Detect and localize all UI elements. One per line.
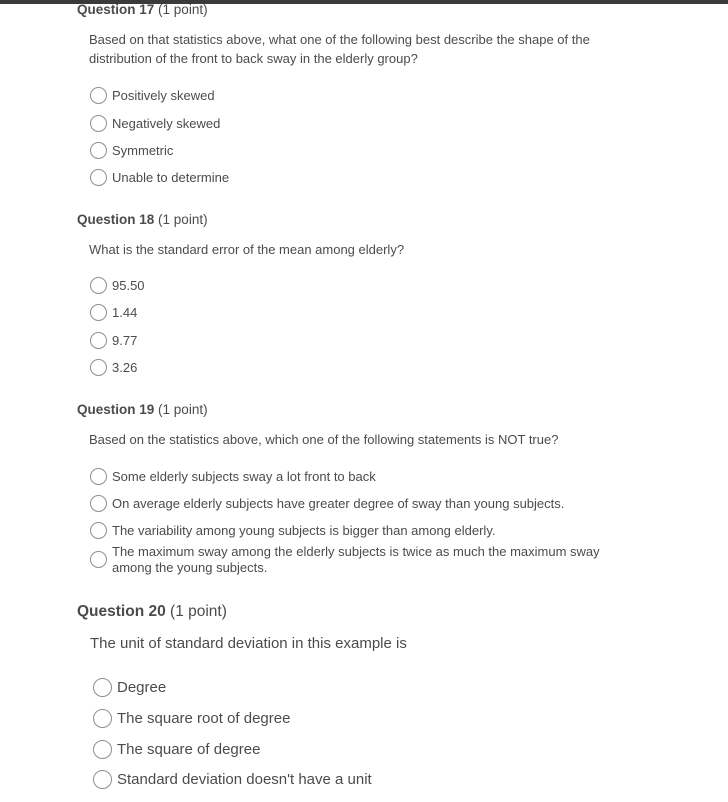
answer-option[interactable] xyxy=(93,709,290,728)
radio-button[interactable] xyxy=(90,468,107,485)
answer-label: Some elderly subjects sway a lot front to back xyxy=(112,469,376,484)
question-text: What is the standard error of the mean among elderly? xyxy=(89,242,405,257)
answer-option[interactable] xyxy=(93,678,166,697)
question-text: Based on the statistics above, which one of the following statements is NOT true? xyxy=(89,432,559,447)
question-title: Question 17 xyxy=(77,2,155,17)
question-heading xyxy=(77,603,227,621)
question-heading xyxy=(77,212,208,227)
answer-option[interactable] xyxy=(90,333,137,349)
question-text: The unit of standard deviation in this example is xyxy=(90,635,407,652)
answer-label: 1.44 xyxy=(112,305,138,320)
answer-option[interactable] xyxy=(90,360,137,376)
answer-option[interactable] xyxy=(90,523,495,539)
answer-label: The square root of degree xyxy=(117,710,291,727)
question-title: Question 20 xyxy=(77,603,166,620)
question-title: Question 18 xyxy=(77,212,155,227)
answer-option[interactable] xyxy=(90,116,220,132)
question-points: (1 point) xyxy=(158,2,208,17)
radio-button[interactable] xyxy=(90,87,107,104)
answer-label: Degree xyxy=(117,679,167,696)
radio-button[interactable] xyxy=(90,115,107,132)
answer-option[interactable] xyxy=(90,305,137,321)
answer-label: Standard deviation doesn't have a unit xyxy=(117,771,372,788)
answer-label: Negatively skewed xyxy=(112,116,221,131)
answer-label: 9.77 xyxy=(112,333,138,348)
answer-label: Symmetric xyxy=(112,143,174,158)
answer-option[interactable] xyxy=(93,770,372,789)
answer-option[interactable] xyxy=(90,544,630,576)
answer-option[interactable] xyxy=(90,88,215,104)
answer-option[interactable] xyxy=(93,740,260,759)
radio-button[interactable] xyxy=(93,678,112,697)
answer-label: Positively skewed xyxy=(112,88,215,103)
radio-button[interactable] xyxy=(93,709,112,728)
radio-button[interactable] xyxy=(93,770,112,789)
radio-button[interactable] xyxy=(90,142,107,159)
radio-button[interactable] xyxy=(90,169,107,186)
radio-button[interactable] xyxy=(90,304,107,321)
question-points: (1 point) xyxy=(170,603,227,620)
radio-button[interactable] xyxy=(90,495,107,512)
radio-button[interactable] xyxy=(90,359,107,376)
answer-option[interactable] xyxy=(90,170,229,186)
radio-button[interactable] xyxy=(90,522,107,539)
answer-label: The variability among young subjects is bigger than among elderly. xyxy=(112,523,496,538)
answer-label: The square of degree xyxy=(117,741,261,758)
answer-option[interactable] xyxy=(90,469,376,485)
answer-label: Unable to determine xyxy=(112,170,230,185)
question-text: Based on that statistics above, what one of the following best describe the shape of the distribution of the front to back sway in the elderly group? xyxy=(89,32,590,66)
radio-button[interactable] xyxy=(90,277,107,294)
radio-button[interactable] xyxy=(90,551,107,568)
answer-option[interactable] xyxy=(90,496,564,512)
question-points: (1 point) xyxy=(158,402,208,417)
answer-option[interactable] xyxy=(90,278,145,294)
answer-label: The maximum sway among the elderly subjects is twice as much the maximum sway among the young subjects. xyxy=(112,544,600,575)
radio-button[interactable] xyxy=(93,740,112,759)
answer-option[interactable] xyxy=(90,143,173,159)
radio-button[interactable] xyxy=(90,332,107,349)
answer-label: 3.26 xyxy=(112,360,138,375)
answer-label: 95.50 xyxy=(112,278,145,293)
question-heading xyxy=(77,2,208,17)
question-points: (1 point) xyxy=(158,212,208,227)
answer-label: On average elderly subjects have greater degree of sway than young subjects. xyxy=(112,496,565,511)
question-title: Question 19 xyxy=(77,402,155,417)
question-heading xyxy=(77,402,208,417)
